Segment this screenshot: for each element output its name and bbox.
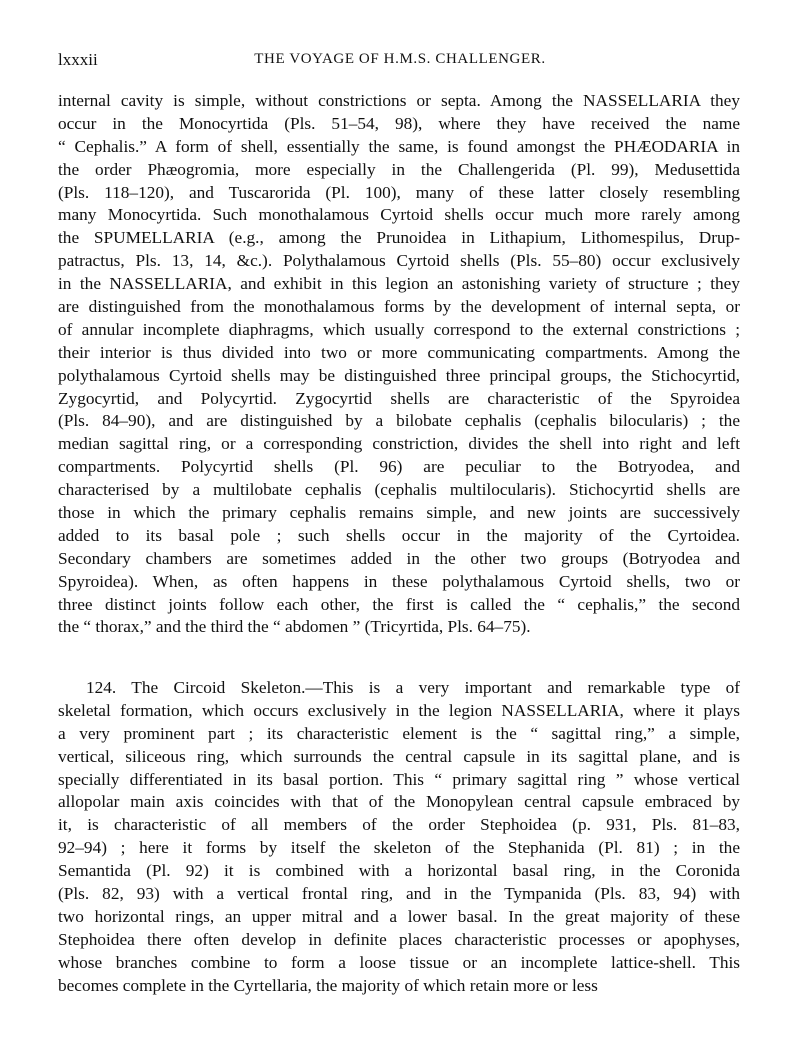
paragraph-cyrtoid-shells bbox=[58, 90, 740, 639]
text-line: in the NASSELLARIA, and exhibit in this legion an astonishing variety of structure ; they bbox=[58, 274, 740, 294]
text-line: specially differentiated in its basal portion. This “ primary sagittal ring ” whose vertical bbox=[58, 769, 740, 789]
text-line: whose branches combine to form a loose tissue or an incomplete lattice-shell. This bbox=[58, 952, 740, 972]
text-line: (Pls. 84–90), and are distinguished by a bilobate cephalis (cephalis bilocularis) ; the bbox=[58, 411, 740, 431]
text-line: 124. The Circoid Skeleton.—This is a very important and remarkable type of bbox=[86, 678, 740, 697]
text-line: (Pls. 82, 93) with a vertical frontal ring, and in the Tympanida (Pls. 83, 94) with bbox=[58, 884, 740, 904]
text-line: (Pls. 118–120), and Tuscarorida (Pl. 100), many of these latter closely resembling bbox=[58, 182, 740, 202]
text-line: allopolar main axis coincides with that of the Monopylean central capsule embraced by bbox=[58, 792, 740, 812]
text-line: Secondary chambers are sometimes added in the other two groups (Botryodea and bbox=[58, 548, 740, 568]
text-line: Zygocyrtid, and Polycyrtid. Zygocyrtid shells are characteristic of the Spyroidea bbox=[58, 388, 740, 408]
text-line: occur in the Monocyrtida (Pls. 51–54, 98), where they have received the name bbox=[58, 113, 740, 133]
text-line: median sagittal ring, or a corresponding constriction, divides the shell into right and left bbox=[58, 434, 740, 454]
text-line: Stephoidea there often develop in definite places characteristic processes or apophyses, bbox=[58, 929, 740, 949]
text-line: those in which the primary cephalis remains simple, and new joints are successively bbox=[58, 503, 740, 523]
text-line: “ Cephalis.” A form of shell, essentially the same, is found amongst the PHÆODARIA in bbox=[58, 136, 740, 156]
text-line: added to its basal pole ; such shells occur in the majority of the Cyrtoidea. bbox=[58, 525, 740, 545]
page-number: lxxxii bbox=[58, 50, 98, 69]
text-line: the “ thorax,” and the third the “ abdomen ” (Tricyrtida, Pls. 64–75). bbox=[58, 617, 531, 637]
text-line: compartments. Polycyrtid shells (Pl. 96) are peculiar to the Botryodea, and bbox=[58, 457, 740, 477]
running-title: THE VOYAGE OF H.M.S. CHALLENGER. bbox=[254, 51, 546, 67]
text-line: 92–94) ; here it forms by itself the skeleton of the Stephanida (Pl. 81) ; in the bbox=[58, 838, 740, 858]
text-line: skeletal formation, which occurs exclusively in the legion NASSELLARIA, where it plays bbox=[58, 700, 740, 720]
text-line: Semantida (Pl. 92) it is combined with a horizontal basal ring, in the Coronida bbox=[58, 861, 740, 881]
text-line: are distinguished from the monothalamous forms by the development of internal septa, or bbox=[58, 297, 740, 317]
text-line: becomes complete in the Cyrtellaria, the majority of which retain more or less bbox=[58, 975, 598, 995]
text-line: two horizontal rings, an upper mitral and a lower basal. In the great majority of these bbox=[58, 906, 740, 926]
text-line: it, is characteristic of all members of the order Stephoidea (p. 931, Pls. 81–83, bbox=[58, 815, 740, 835]
text-line: characterised by a multilobate cephalis (cephalis multilocularis). Stichocyrtid shells are bbox=[58, 480, 740, 500]
text-line: the order Phæogromia, more especially in the Challengerida (Pl. 99), Medusettida bbox=[58, 159, 740, 179]
text-line: of annular incomplete diaphragms, which usually correspond to the external constrictions ; bbox=[58, 319, 740, 339]
text-line: a very prominent part ; its characteristic element is the “ sagittal ring,” a simple, bbox=[58, 723, 740, 743]
text-line: Spyroidea). When, as often happens in these polythalamous Cyrtoid shells, two or bbox=[58, 571, 740, 591]
text-line: internal cavity is simple, without constrictions or septa. Among the NASSELLARIA they bbox=[58, 91, 740, 110]
text-line: the SPUMELLARIA (e.g., among the Prunoidea in Lithapium, Lithomespilus, Drup- bbox=[58, 228, 740, 248]
text-line: three distinct joints follow each other, the first is called the “ cephalis,” the second bbox=[58, 594, 740, 614]
running-head bbox=[58, 50, 742, 74]
text-line: many Monocyrtida. Such monothalamous Cyrtoid shells occur much more rarely among bbox=[58, 205, 740, 225]
paragraph-circoid-skeleton bbox=[58, 677, 740, 997]
text-line: patractus, Pls. 13, 14, &c.). Polythalamous Cyrtoid shells (Pls. 55–80) occur exclusively bbox=[58, 251, 740, 271]
text-line: their interior is thus divided into two or more communicating compartments. Among the bbox=[58, 342, 740, 362]
text-line: vertical, siliceous ring, which surrounds the central capsule in its sagittal plane, and is bbox=[58, 746, 740, 766]
text-line: polythalamous Cyrtoid shells may be distinguished three principal groups, the Stichocyrtid, bbox=[58, 365, 740, 385]
